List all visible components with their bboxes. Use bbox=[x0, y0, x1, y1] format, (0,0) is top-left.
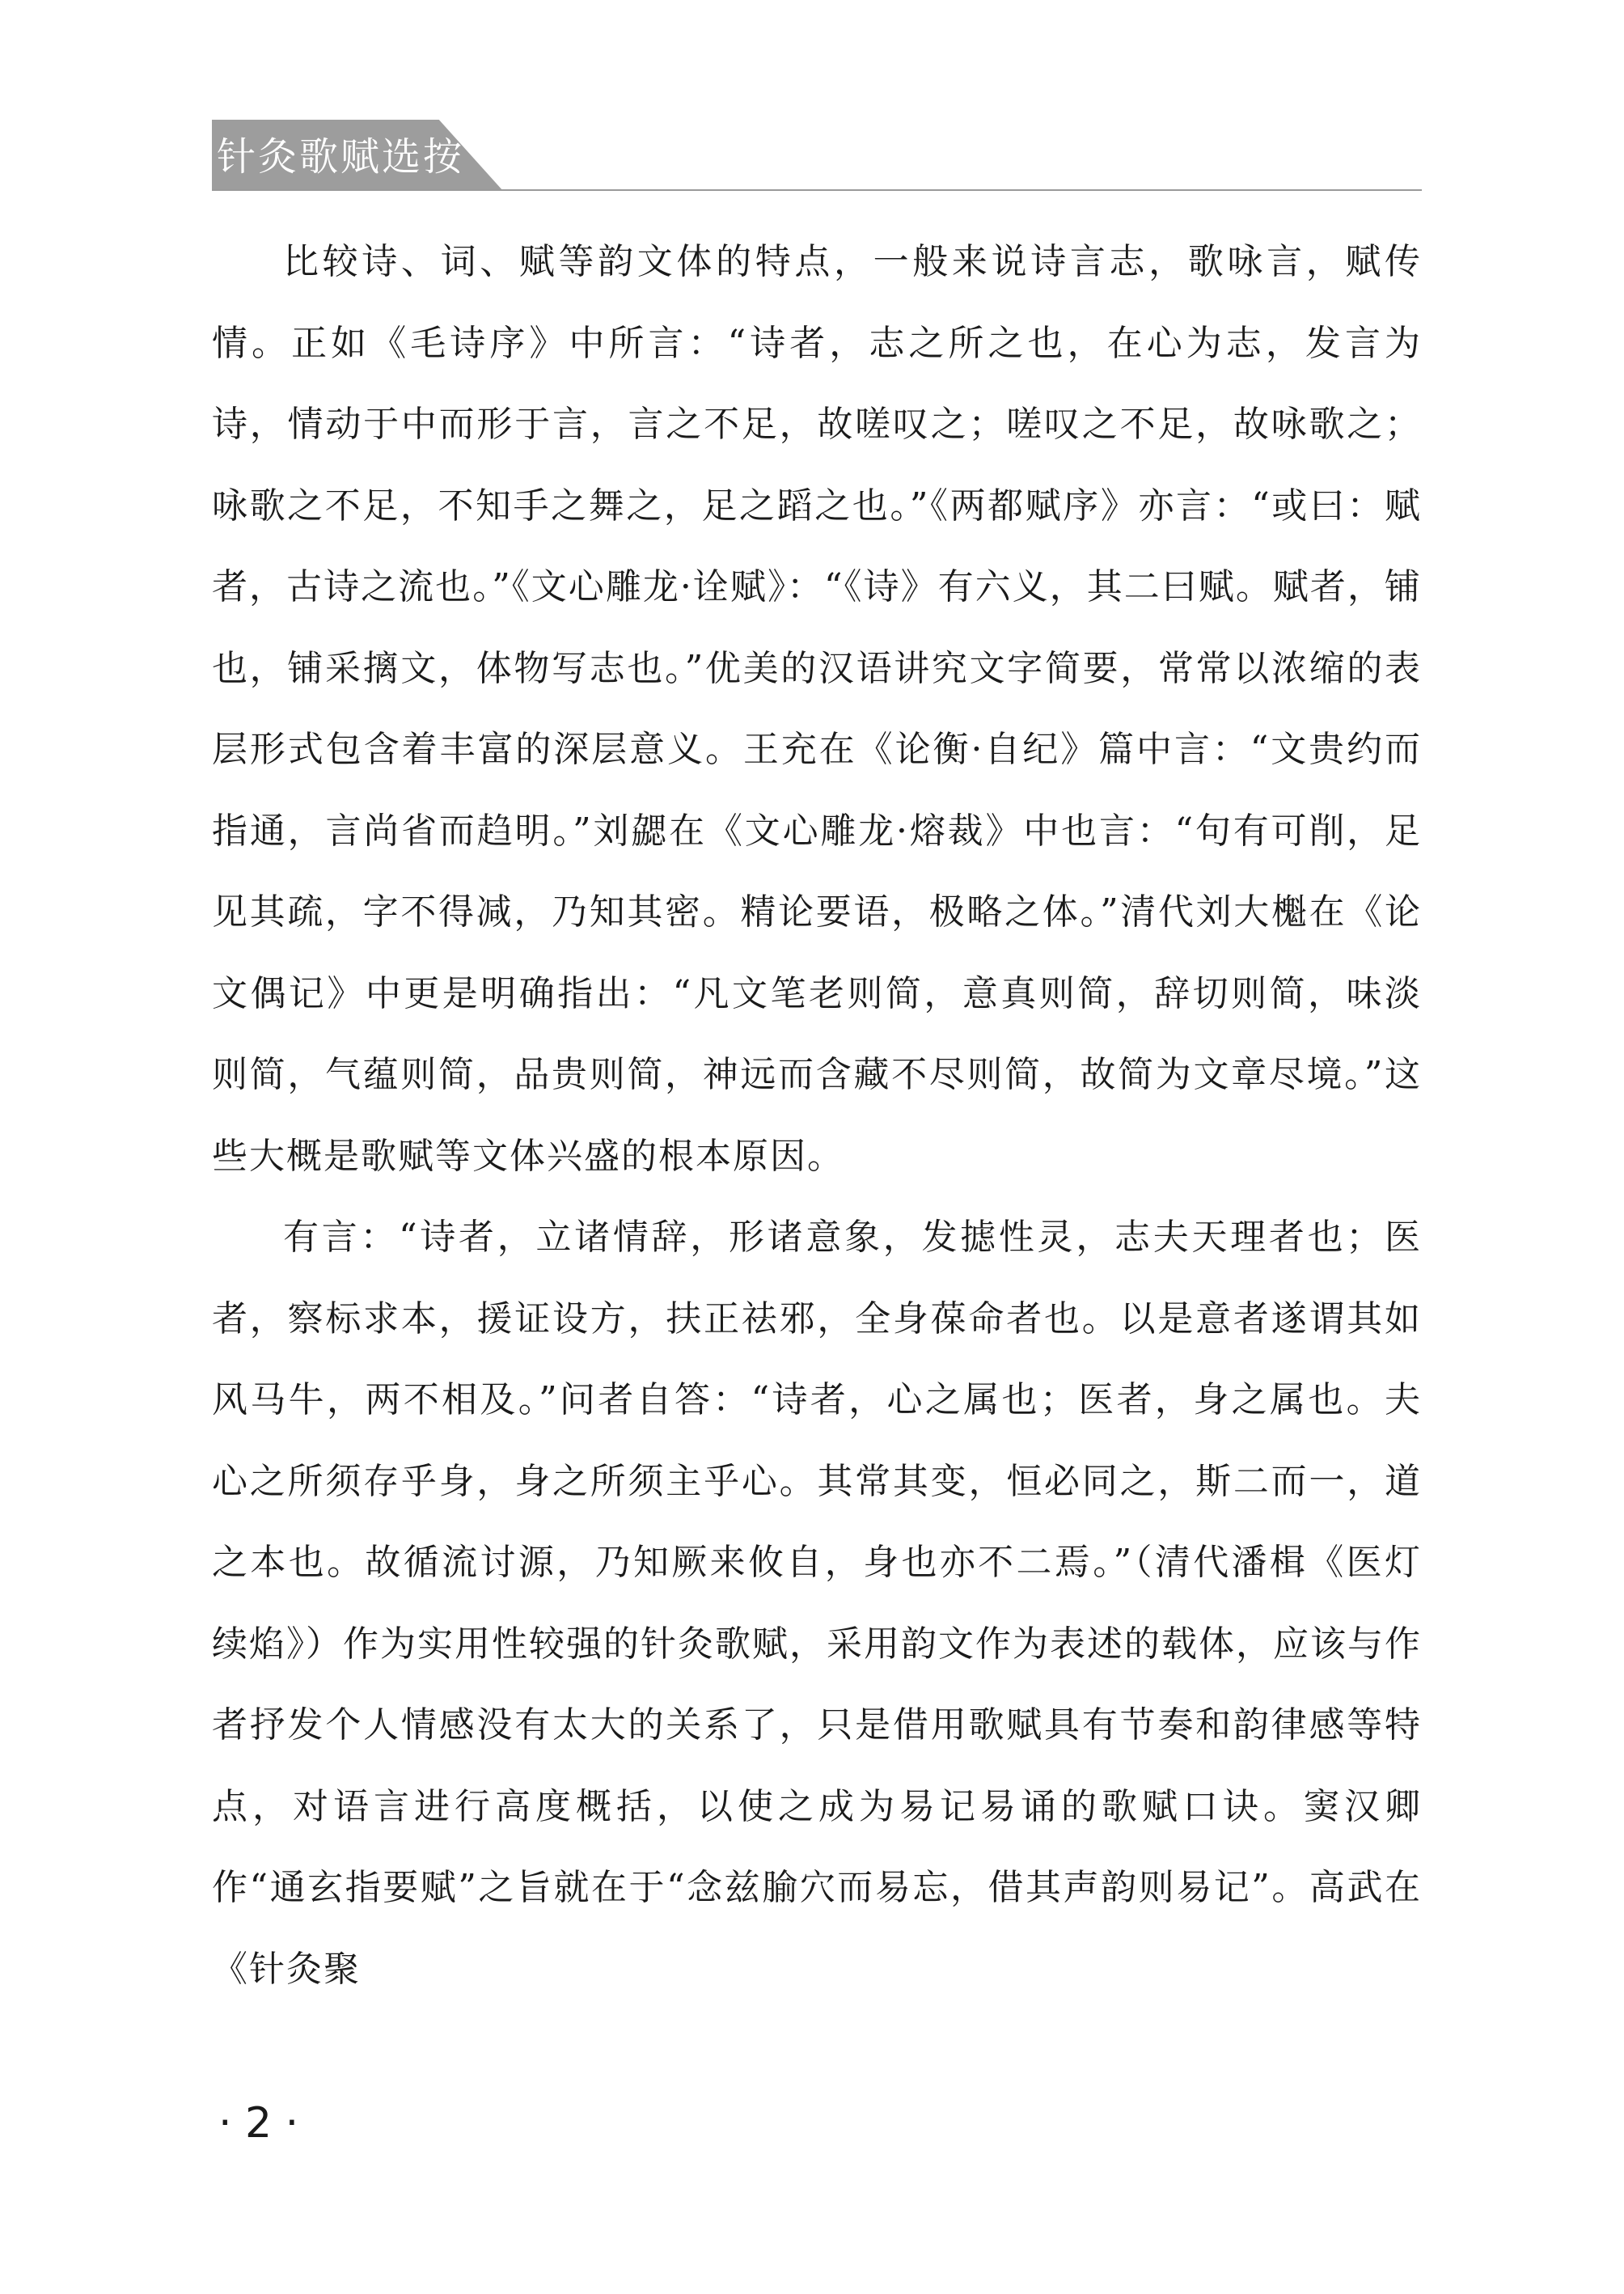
running-header-title: 针灸歌赋选按 bbox=[217, 134, 465, 180]
page-number: · 2 · bbox=[218, 2099, 299, 2148]
paragraph-2: 有言：“诗者，立诸情辞，形诸意象，发摅性灵，志夫天理者也；医者，察标求本，援证设方，扶正祛邪，全身葆命者也。以是意者遂谓其如风马牛，两不相及。”问者自答：“诗者，心之属也；医者，身之属也。夫心之所须存乎身，身之所须主乎心。其常其变，恒必同之，斯二而一，道之本也。故循流讨源，乃知厥来攸自，身也亦不二焉。”（清代潘楫《医灯续焰》）作为实用性较强的针灸歌赋，采用韵文作为表述的载体，应该与作者抒发个人情感没有太大的关系了，只是借用歌赋具有节奏和韵律感等特点，对语言进行高度概括，以使之成为易记易诵的歌赋口诀。窦汉卿作“通玄指要赋”之旨就在于“念兹腧穴而易忘，借其声韵则易记”。高武在《针灸聚 bbox=[212, 1217, 1422, 1990]
header-rule bbox=[212, 189, 1422, 191]
body-text bbox=[212, 222, 1422, 2010]
paragraph-1: 比较诗、词、赋等韵文体的特点，一般来说诗言志，歌咏言，赋传情。正如《毛诗序》中所言：“诗者，志之所之也，在心为志，发言为诗，情动于中而形于言，言之不足，故嗟叹之；嗟叹之不足，故咏歌之；咏歌之不足，不知手之舞之，足之蹈之也。”《两都赋序》亦言：“或曰：赋者，古诗之流也。”《文心雕龙·诠赋》：“《诗》有六义，其二曰赋。赋者，铺也，铺采摛文，体物写志也。”优美的汉语讲究文字简要，常常以浓缩的表层形式包含着丰富的深层意义。王充在《论衡·自纪》篇中言：“文贵约而指通，言尚省而趋明。”刘勰在《文心雕龙·熔裁》中也言：“句有可削，足见其疏，字不得减，乃知其密。精论要语，极略之体。”清代刘大櫆在《论文偶记》中更是明确指出：“凡文笔老则简，意真则简，辞切则简，味淡则简，气蕴则简，品贵则简，神远而含藏不尽则简，故简为文章尽境。”这些大概是歌赋等文体兴盛的根本原因。 bbox=[212, 241, 1422, 1177]
